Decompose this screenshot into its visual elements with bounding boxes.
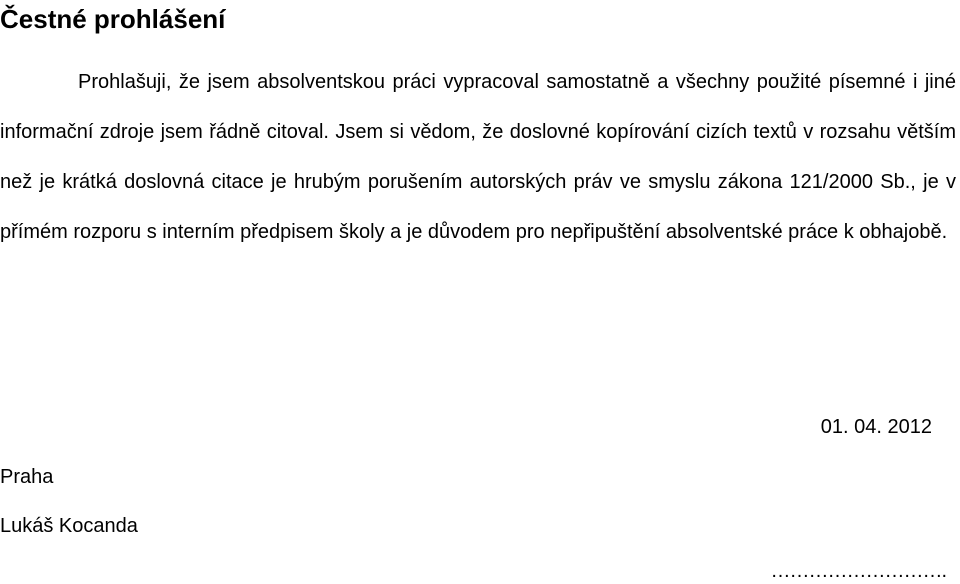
declaration-paragraph: Prohlašuji, že jsem absolventskou práci vypracoval samostatně a všechny použité písemné i jiné informační zdroje jsem řádně citoval. Jsem si vědom, že doslovné kopírování cizích textů v rozsahu větším než je krátká doslovná citace je hrubým porušením autorských práv ve smyslu zákona 121/2000 Sb., je v přímém rozporu s interním předpisem školy a je důvodem pro nepřipuštění absolventské práce k obhajobě. — [0, 71, 956, 243]
document-title: Čestné prohlášení — [0, 4, 226, 34]
declaration-place: Praha — [0, 466, 54, 488]
author-name: Lukáš Kocanda — [0, 515, 138, 537]
signature-line: ………………………. — [770, 560, 946, 582]
declaration-date: 01. 04. 2012 — [820, 416, 932, 438]
